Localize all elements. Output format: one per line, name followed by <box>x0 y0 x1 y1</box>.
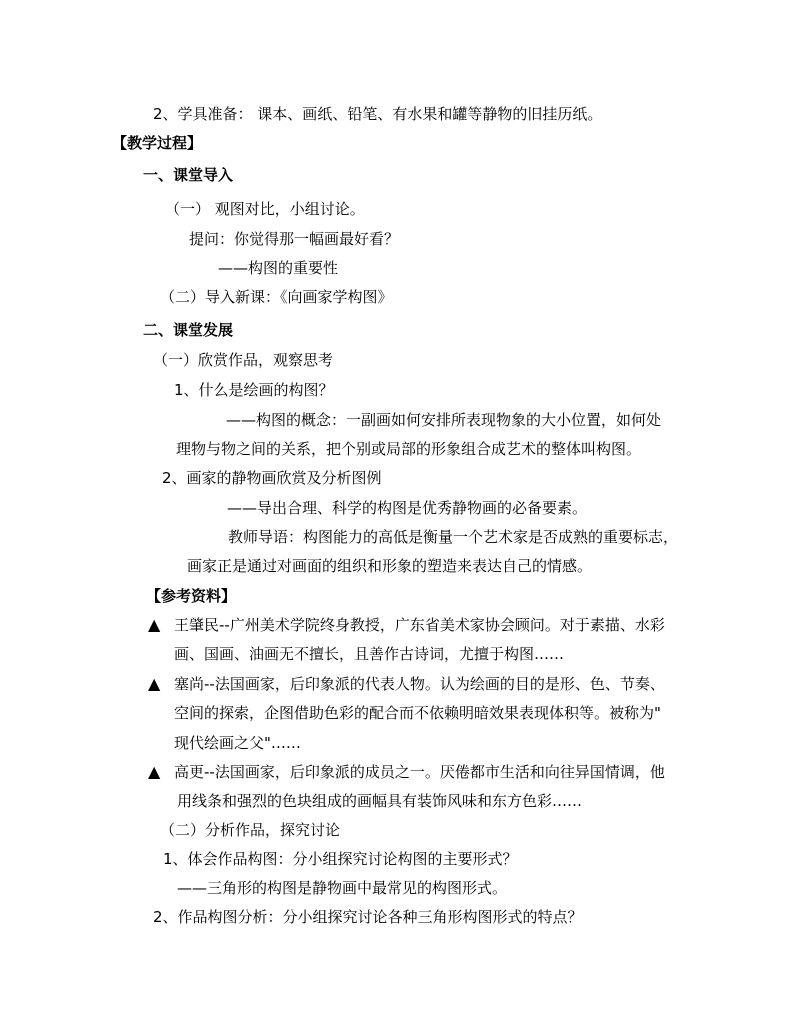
reference-2-line-3: 现代绘画之父"…… <box>174 734 301 752</box>
reference-1-line-1: 王肇民--广州美术学院终身教授，广东省美术家协会顾问。对于素描、水彩 <box>174 616 665 634</box>
composition-definition-line-2: 理物与物之间的关系，把个别或局部的形象组合成艺术的整体叫构图。 <box>176 440 642 458</box>
analysis-question-1: 1、体会作品构图：分小组探究讨论构图的主要形式？ <box>163 850 518 868</box>
bullet-triangle-icon: ▲ <box>148 615 161 634</box>
section-intro-title: 一、课堂导入 <box>143 166 234 184</box>
prep-item-2: 2、学具准备： 课本、画纸、铅笔、有水果和罐等静物的旧挂历纸。 <box>153 105 603 123</box>
intro-answer: ——构图的重要性 <box>218 259 339 277</box>
bullet-triangle-icon: ▲ <box>148 674 161 693</box>
composition-definition-line-1: ——构图的概念：一副画如何安排所表现物象的大小位置，如何处 <box>226 411 662 429</box>
analysis-answer-1: ——三角形的构图是静物画中最常见的构图形式。 <box>177 879 508 897</box>
reference-heading: 【参考资料】 <box>146 587 237 605</box>
reference-2-line-1: 塞尚--法国画家，后印象派的代表人物。认为绘画的目的是形、色、节奏、 <box>174 675 665 693</box>
section-develop-title: 二、课堂发展 <box>143 321 234 339</box>
intro-part-2: （二）导入新课：《向画家学构图》 <box>160 288 393 306</box>
develop-lead: ——导出合理、科学的构图是优秀静物画的必备要素。 <box>227 499 588 517</box>
reference-1-line-2: 画、国画、油画无不擅长，且善作古诗词，尤擅于构图…… <box>174 645 565 663</box>
analysis-question-2: 2、作品构图分析：分小组探究讨论各种三角形构图形式的特点？ <box>153 908 583 926</box>
develop-part-1: （一）欣赏作品，观察思考 <box>153 351 334 369</box>
process-heading: 【教学过程】 <box>112 134 203 152</box>
analysis-part-2: （二）分析作品，探究讨论 <box>160 821 341 839</box>
intro-question: 提问：你觉得那一幅画最好看？ <box>189 230 400 248</box>
teacher-remark-line-1: 教师导语：构图能力的高低是衡量一个艺术家是否成熟的重要标志， <box>228 528 679 546</box>
bullet-triangle-icon: ▲ <box>148 762 161 781</box>
reference-3-line-1: 高更--法国画家，后印象派的成员之一。厌倦都市生活和向往异国情调，他 <box>174 763 665 781</box>
reference-3-line-2: 用线条和强烈的色块组成的画幅具有装饰风味和东方色彩…… <box>177 792 583 810</box>
intro-part-1: （一） 观图对比，小组讨论。 <box>165 200 365 218</box>
teacher-remark-line-2: 画家正是通过对画面的组织和形象的塑造来表达自己的情感。 <box>187 557 593 575</box>
develop-question-1: 1、什么是绘画的构图？ <box>174 381 334 399</box>
reference-2-line-2: 空间的探索，企图借助色彩的配合而不依赖明暗效果表现体积等。被称为" <box>174 704 661 722</box>
develop-question-2: 2、画家的静物画欣赏及分析图例 <box>162 469 382 487</box>
